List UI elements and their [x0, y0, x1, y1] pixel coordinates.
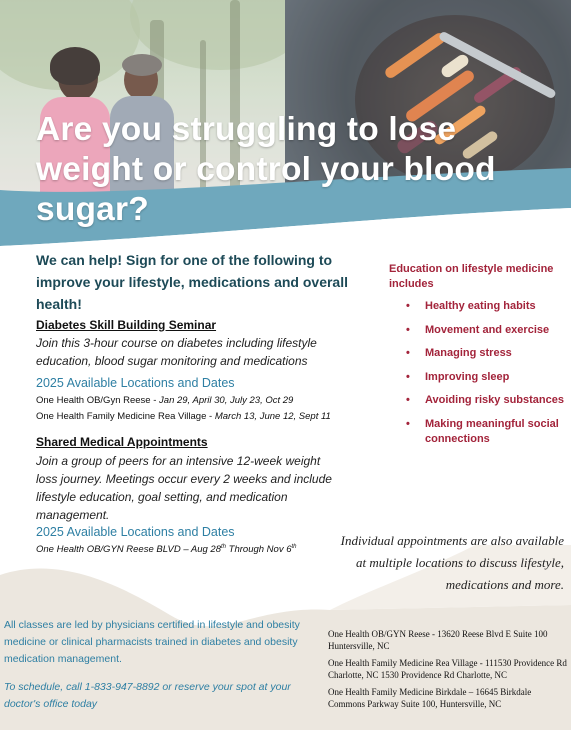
list-item: • Avoiding risky substances — [406, 394, 564, 406]
page-title: Are you struggling to lose weight or control your blood sugar? — [36, 111, 496, 228]
seminar-description: Join this 3-hour course on diabetes including lifestyle education, blood sugar monitoring and medications — [36, 336, 317, 368]
list-item: • Improving sleep — [406, 370, 510, 383]
bullet-icon: • — [406, 347, 410, 359]
seminar-title: Diabetes Skill Building Seminar — [36, 318, 217, 332]
seminar-locations-heading: 2025 Available Locations and Dates — [36, 376, 235, 390]
education-title: Education on lifestyle medicine includes — [389, 263, 554, 290]
list-item: • Making meaningful social connections — [406, 417, 559, 445]
individual-appointments-text: Individual appointments are also available at multiple locations to discuss lifestyle, medications and more. — [340, 533, 564, 592]
education-list — [404, 299, 569, 455]
seminar-location-2: One Health Family Medicine Rea Village - March 13, June 12, Sept 11 — [36, 411, 331, 422]
shared-location-1: One Health OB/GYN Reese BLVD – Aug 28th Through Nov 6th — [36, 544, 297, 556]
shared-appointments-title: Shared Medical Appointments — [36, 435, 208, 449]
list-item: • Movement and exercise — [406, 323, 550, 336]
address-reese: One Health OB/GYN Reese - 13620 Reese Blvd E Suite 100 Huntersville, NC — [328, 629, 548, 651]
hero-banner — [0, 0, 571, 250]
shared-locations-heading: 2025 Available Locations and Dates — [36, 525, 235, 539]
shared-appointments-description: Join a group of peers for an intensive 12-week weight loss journey. Meetings occur every 2 weeks and include lifestyle education, goal setting, and medication management. — [36, 454, 332, 522]
address-rea-village: One Health Family Medicine Rea Village - 111530 Providence Rd Charlotte, NC 1530 Providence Rd Charlotte, NC — [328, 658, 567, 680]
list-item: • Managing stress — [406, 347, 512, 359]
bullet-icon: • — [406, 417, 410, 430]
seminar-location-1: One Health OB/Gyn Reese - Jan 29, April 30, July 23, Oct 29 — [36, 395, 294, 406]
bullet-icon: • — [406, 323, 410, 336]
list-item: • Healthy eating habits — [406, 300, 536, 312]
bullet-icon: • — [406, 370, 410, 383]
bullet-icon: • — [406, 300, 410, 312]
address-birkdale: One Health Family Medicine Birkdale – 16645 Birkdale Commons Parkway Suite 100, Huntersville, NC — [328, 687, 532, 709]
physician-disclaimer: All classes are led by physicians certified in lifestyle and obesity medicine or clinical pharmacists trained in diabetes and obesity medication management. — [4, 619, 300, 665]
schedule-call-to-action: To schedule, call 1-833-947-8892 or reserve your spot at your doctor's office today — [4, 681, 291, 710]
intro-text: We can help! Sign for one of the following to improve your lifestyle, medications and overall health! — [36, 252, 348, 312]
bullet-icon: • — [406, 394, 410, 406]
